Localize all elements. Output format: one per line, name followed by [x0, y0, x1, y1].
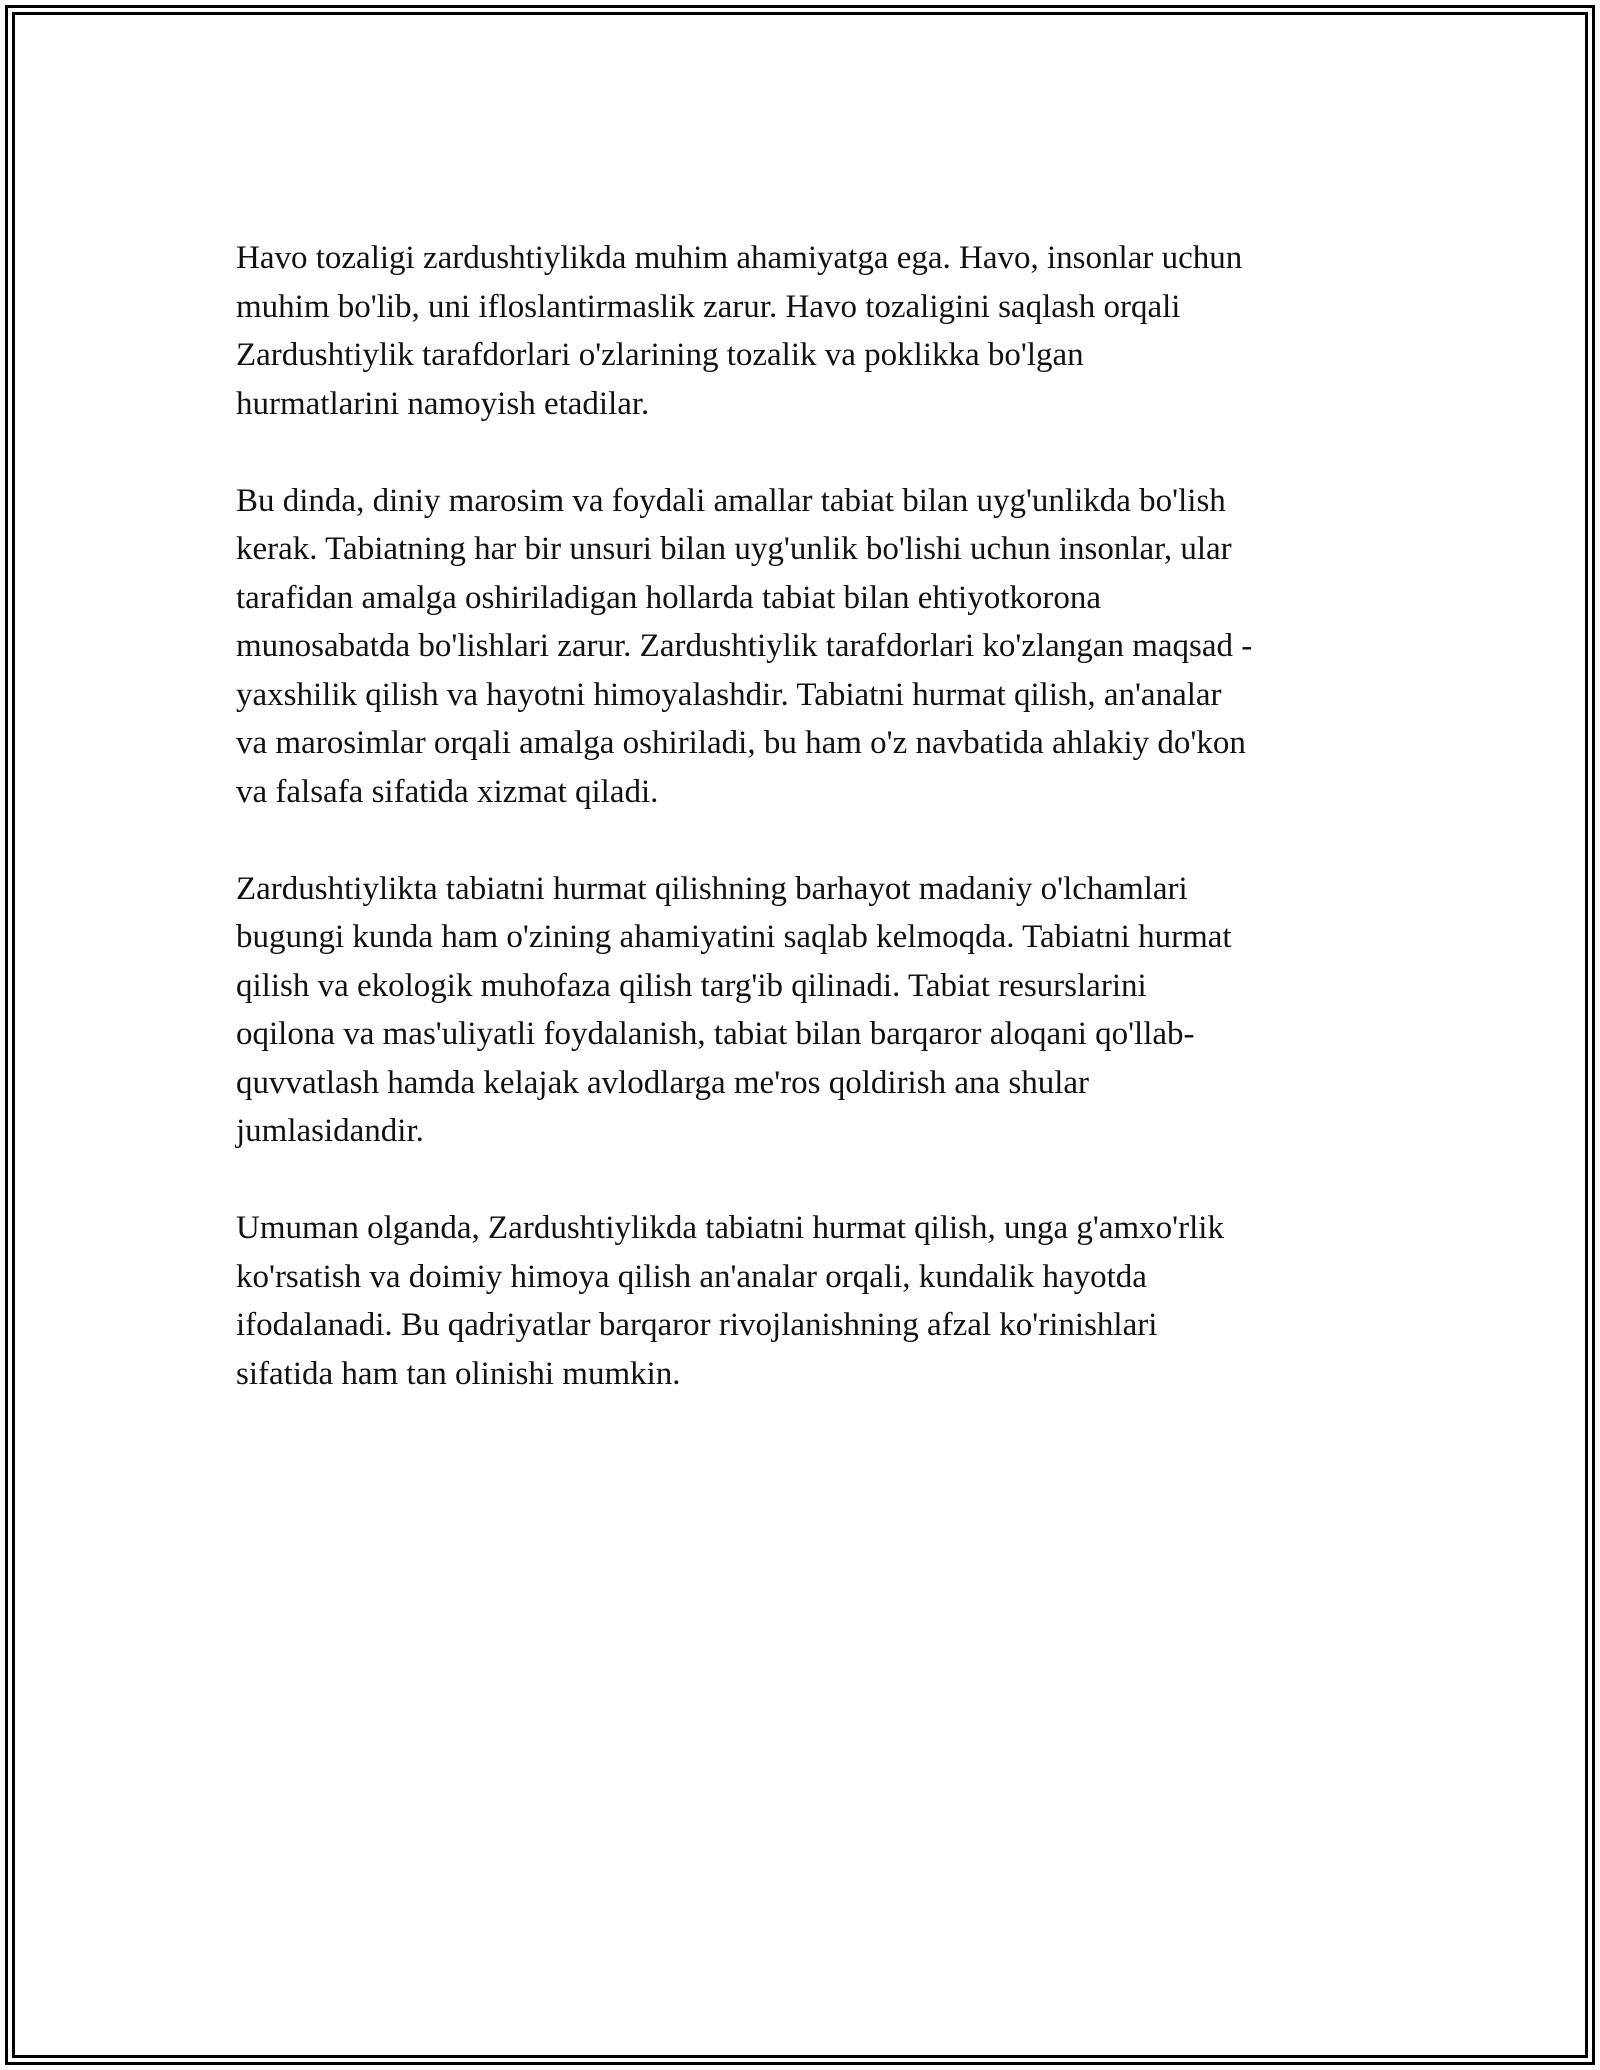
paragraph-2: Bu dinda, diniy marosim va foydali amallar tabiat bilan uyg'unlikda bo'lish kerak. Tabiatning har bir unsuri bilan uyg'unlik bo'lishi uchun insonlar, ular tarafidan amalga oshiriladigan hollarda tabiat bilan ehtiyotkorona munosabatda bo'lishlari zarur. Zardushtiylik tarafdorlari ko'zlangan maqsad - yaxshilik qilish va hayotni himoyalashdir. Tabiatni hurmat qilish, an'analar va marosimlar orqali amalga oshiriladi, bu ham o'z navbatida ahlakiy do'kon va falsafa sifatida xizmat qiladi. — [236, 482, 1253, 810]
paragraph-3: Zardushtiylikta tabiatni hurmat qilishning barhayot madaniy o'lchamlari bugungi kunda ham o'zining ahamiyatini saqlab kelmoqda. Tabiatni hurmat qilish va ekologik muhofaza qilish targ'ib qilinadi. Tabiat resurslarini oqilona va mas'uliyatli foydalanish, tabiat bilan barqaror aloqani qo'llab- quvvatlash hamda kelajak avlodlarga me'ros qoldirish ana shular jumlasidandir. — [236, 870, 1232, 1149]
paragraph-4: Umuman olganda, Zardushtiylikda tabiatni hurmat qilish, unga g'amxo'rlik ko'rsatish va doimiy himoya qilish an'analar orqali, kundalik hayotda ifodalanadi. Bu qadriyatlar barqaror rivojlanishning afzal ko'rinishlari sifatida ham tan olinishi mumkin. — [236, 1210, 1224, 1392]
paragraph-1: Havo tozaligi zardushtiylikda muhim ahamiyatga ega. Havo, insonlar uchun muhim bo'lib, uni ifloslantirmaslik zarur. Havo tozaligini saqlash orqali Zardushtiylik tarafdorlari o'zlarining tozalik va poklikka bo'lgan hurmatlarini namoyish etadilar. — [236, 240, 1243, 422]
document-body — [236, 234, 1366, 1447]
